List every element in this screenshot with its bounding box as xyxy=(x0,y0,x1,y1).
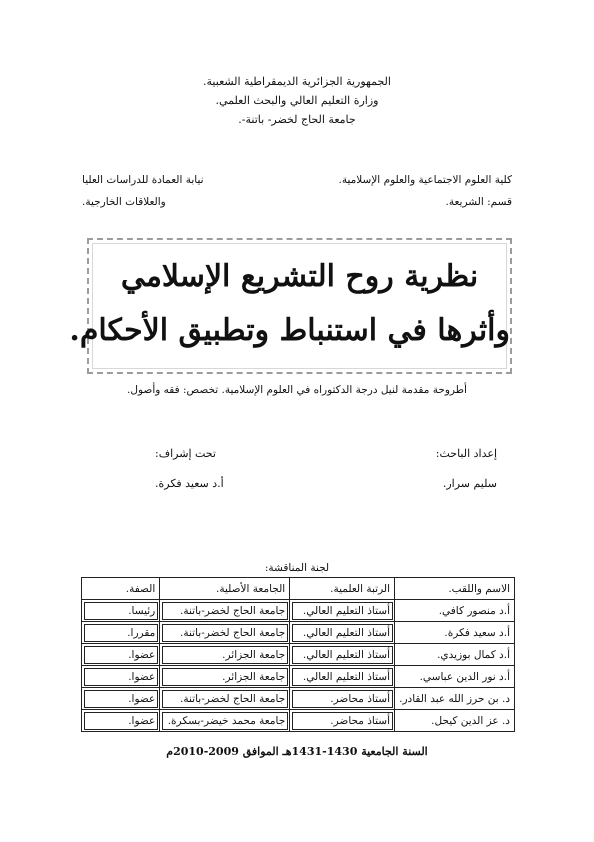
ministry-name: وزارة التعليم العالي والبحث العلمي. xyxy=(215,94,379,107)
university-name: جامعة الحاج لخضر- باتنة-. xyxy=(238,113,356,126)
member-rank: أستاذ محاضر. xyxy=(290,710,395,732)
republic-name: الجمهورية الجزائرية الديمقراطية الشعبية. xyxy=(203,75,391,88)
supervisor-name: أ.د سعيد فكرة. xyxy=(155,477,224,490)
member-rank: أستاذ التعليم العالي. xyxy=(290,644,395,666)
vice-deanship-block xyxy=(82,172,204,216)
table-row xyxy=(82,688,515,710)
table-row xyxy=(82,666,515,688)
member-name: أ.د كمال بوزيدي. xyxy=(395,644,515,666)
department-name: قسم: الشريعة. xyxy=(445,196,512,208)
column-header-name: الاسم واللقب. xyxy=(395,578,515,600)
member-name: د. بن حرز الله عبد القادر. xyxy=(395,688,515,710)
column-header-rank: الرتبة العلمية. xyxy=(290,578,395,600)
member-rank: أستاذ التعليم العالي. xyxy=(290,600,395,622)
member-university: جامعة الجزائر. xyxy=(160,666,290,688)
member-role: مقررا. xyxy=(82,622,160,644)
academic-year: السنة الجامعية 1430-1431هـ الموافق 2009-2010م xyxy=(166,745,428,758)
table-row xyxy=(82,710,515,732)
member-name: أ.د نور الدين عباسي. xyxy=(395,666,515,688)
member-name: أ.د سعيد فكرة. xyxy=(395,622,515,644)
member-university: جامعة الحاج لخضر-باتنة. xyxy=(160,622,290,644)
member-university: جامعة الحاج لخضر-باتنة. xyxy=(160,688,290,710)
thesis-title-line2: وأثرها في استنباط وتطبيق الأحكام. xyxy=(69,313,510,348)
vice-deanship-line2: والعلاقات الخارجية. xyxy=(82,196,166,208)
institution-header xyxy=(0,72,594,129)
thesis-title-box xyxy=(69,238,512,374)
table-row xyxy=(82,644,515,666)
member-role: عضوا. xyxy=(82,644,160,666)
member-university: جامعة الحاج لخضر-باتنة. xyxy=(160,600,290,622)
member-university: جامعة الجزائر. xyxy=(160,644,290,666)
member-university: جامعة محمد خيضر-بسكرة. xyxy=(160,710,290,732)
member-role: عضوا. xyxy=(82,710,160,732)
faculty-name: كلية العلوم الاجتماعية والعلوم الإسلامية. xyxy=(338,174,512,186)
member-name: د. عز الدين كيحل. xyxy=(395,710,515,732)
supervisor-label: تحت إشراف: xyxy=(155,447,216,460)
member-rank: أستاذ محاضر. xyxy=(290,688,395,710)
member-role: عضوا. xyxy=(82,666,160,688)
member-rank: أستاذ التعليم العالي. xyxy=(290,666,395,688)
researcher-block xyxy=(436,447,497,507)
member-name: أ.د منصور كافي. xyxy=(395,600,515,622)
committee-table xyxy=(81,577,515,732)
column-header-role: الصفة. xyxy=(82,578,160,600)
faculty-block xyxy=(339,172,513,216)
committee-title: لجنة المناقشة: xyxy=(264,562,330,574)
researcher-name: سليم سرار. xyxy=(442,477,497,490)
thesis-subtitle: أطروحة مقدمة لنيل درجة الدكتوراه في العلوم الإسلامية. تخصص: فقه وأصول. xyxy=(127,384,467,396)
member-role: رئيسا. xyxy=(82,600,160,622)
supervisor-block xyxy=(155,447,224,507)
column-header-university: الجامعة الأصلية. xyxy=(160,578,290,600)
thesis-title-line1: نظرية روح التشريع الإسلامي xyxy=(120,259,479,294)
member-role: عضوا. xyxy=(82,688,160,710)
table-header-row xyxy=(82,578,515,600)
member-rank: أستاذ التعليم العالي. xyxy=(290,622,395,644)
vice-deanship-line1: نيابة العمادة للدراسات العليا xyxy=(82,174,204,186)
researcher-label: إعداد الباحث: xyxy=(435,447,497,460)
table-row xyxy=(82,600,515,622)
table-row xyxy=(82,622,515,644)
